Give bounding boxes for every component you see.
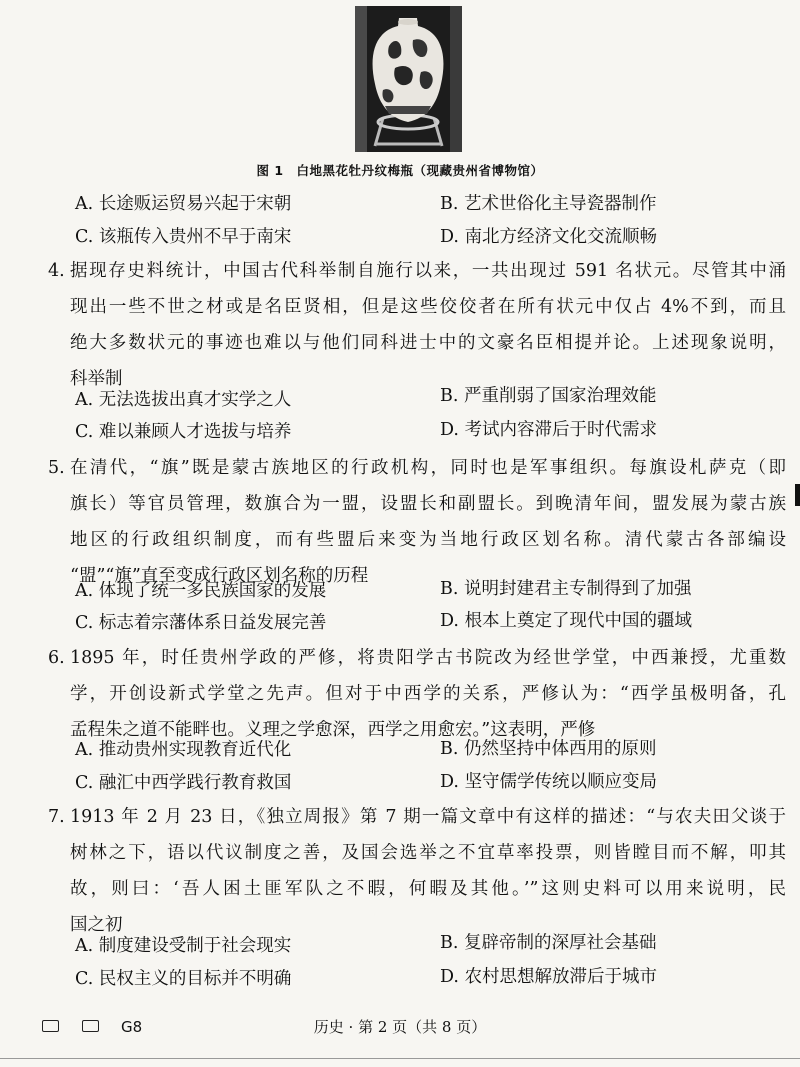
option-text: 严重削弱了国家治理效能: [464, 386, 657, 406]
q5-option-a[interactable]: [75, 579, 326, 603]
question-number: 6.: [48, 648, 65, 668]
option-text: 无法选拔出真才实学之人: [98, 390, 292, 410]
option-letter: A.: [75, 740, 94, 760]
option-text: 融汇中西学践行教育救国: [98, 773, 292, 793]
page-edge-divider: [0, 1058, 800, 1059]
question-4-stem: [70, 253, 786, 397]
option-letter: B.: [440, 579, 459, 599]
option-text: 仍然坚持中体西用的原则: [464, 739, 657, 759]
stem-line: 1913 年 2 月 23 日，《独立周报》第 7 期一篇文章中有这样的描述：“与农夫田父谈于: [70, 807, 786, 827]
option-text: 长途贩运贸易兴起于宋朝: [98, 194, 292, 214]
option-letter: B.: [440, 194, 459, 214]
stem-line: 学，开创设新式学堂之先声。但对于中西学的关系，严修认为：“西学虽极明备，孔: [70, 684, 786, 704]
q3-option-b[interactable]: [440, 192, 657, 216]
figure-caption: 图 1 白地黑花牡丹纹梅瓶（现藏贵州省博物馆）: [256, 163, 544, 178]
stem-line: 现出一些不世之材或是名臣贤相，但是这些佼佼者在所有状元中仅占 4%不到，而且: [70, 297, 786, 317]
option-letter: C.: [75, 969, 94, 989]
option-letter: B.: [440, 739, 459, 759]
q3-option-c[interactable]: [75, 225, 291, 249]
option-letter: D.: [440, 967, 459, 987]
option-letter: A.: [75, 390, 94, 410]
q4-option-a[interactable]: [75, 388, 291, 412]
option-text: 该瓶传入贵州不早于南宋: [98, 227, 292, 247]
option-letter: A.: [75, 194, 94, 214]
q6-option-d[interactable]: [440, 770, 657, 794]
stem-line: 旗长）等官员管理，数旗合为一盟，设盟长和副盟长。到晚清年间，盟发展为蒙古族: [70, 494, 786, 514]
stem-line: 地区的行政组织制度，而有些盟后来变为当地行政区划名称。清代蒙古各部编设: [70, 530, 786, 550]
option-text: 民权主义的目标并不明确: [98, 969, 292, 989]
option-letter: A.: [75, 936, 94, 956]
vase-photo: [355, 6, 462, 152]
option-text: 考试内容滞后于时代需求: [464, 420, 658, 440]
q4-option-c[interactable]: [75, 420, 291, 444]
q6-option-c[interactable]: [75, 771, 291, 795]
footer-code: G8: [121, 1018, 143, 1036]
option-letter: C.: [75, 227, 94, 247]
option-letter: D.: [440, 611, 459, 631]
q4-option-b[interactable]: [440, 384, 657, 408]
question-5-stem: [70, 450, 786, 594]
vase-illustration: [355, 6, 462, 152]
stem-line: 国之初: [70, 915, 123, 935]
stem-line: 1895 年，时任贵州学政的严修，将贵阳学古书院改为经世学堂，中西兼授，尤重数: [70, 648, 786, 668]
stem-line: 科举制: [70, 369, 123, 389]
q6-option-a[interactable]: [75, 738, 291, 762]
question-6-stem: [70, 640, 786, 748]
stem-line: 故，则曰：‘吾人困土匪军队之不暇，何暇及其他。’”这则史料可以用来说明，民: [70, 879, 786, 899]
stem-line: 绝大多数状元的事迹也难以与他们同科进士中的文豪名臣相提并论。上述现象说明，: [70, 333, 786, 353]
q7-option-b[interactable]: [440, 931, 657, 955]
q5-option-c[interactable]: [75, 611, 326, 635]
option-text: 南北方经济文化交流顺畅: [464, 227, 658, 247]
option-text: 艺术世俗化主导瓷器制作: [464, 194, 657, 214]
stem-line: 在清代，“旗”既是蒙古族地区的行政机构，同时也是军事组织。每旗设札萨克（即: [70, 458, 786, 478]
q5-option-d[interactable]: [440, 609, 692, 633]
q3-option-d[interactable]: [440, 225, 657, 249]
question-number: 5.: [48, 458, 65, 478]
footer-page-number: 历史 · 第 2 页（共 8 页）: [313, 1018, 487, 1036]
option-letter: D.: [440, 772, 459, 792]
option-text: 推动贵州实现教育近代化: [98, 740, 292, 760]
option-text: 坚守儒学传统以顺应变局: [464, 772, 658, 792]
option-text: 复辟帝制的深厚社会基础: [464, 933, 657, 953]
q6-option-b[interactable]: [440, 737, 657, 761]
option-letter: A.: [75, 581, 94, 601]
stem-line: 据现存史料统计，中国古代科举制自施行以来，一共出现过 591 名状元。尽管其中涌: [70, 261, 786, 281]
stem-line: 孟程朱之道不能畔也。义理之学愈深，西学之用愈宏。”这表明，严修: [70, 720, 596, 740]
option-letter: D.: [440, 420, 459, 440]
option-letter: B.: [440, 386, 459, 406]
question-number: 4.: [48, 261, 65, 281]
option-text: 体现了统一多民族国家的发展: [98, 581, 327, 601]
option-text: 制度建设受制于社会现实: [98, 936, 292, 956]
option-letter: D.: [440, 227, 459, 247]
option-text: 农村思想解放滞后于城市: [464, 967, 658, 987]
option-text: 难以兼顾人才选拔与培养: [98, 422, 292, 442]
q7-option-a[interactable]: [75, 934, 291, 958]
option-letter: C.: [75, 613, 94, 633]
question-number: 7.: [48, 807, 65, 827]
q4-option-d[interactable]: [440, 418, 657, 442]
q7-option-d[interactable]: [440, 965, 657, 989]
option-text: 根本上奠定了现代中国的疆域: [464, 611, 693, 631]
binding-edge-mark: [795, 484, 800, 506]
question-7-stem: [70, 799, 786, 943]
q7-option-c[interactable]: [75, 967, 291, 991]
stem-line: 树林之下，语以代议制度之善，及国会选举之不宜草率投票，则皆瞠目而不解，叩其: [70, 843, 786, 863]
option-letter: C.: [75, 422, 94, 442]
q5-option-b[interactable]: [440, 577, 692, 601]
option-letter: C.: [75, 773, 94, 793]
option-text: 标志着宗藩体系日益发展完善: [98, 613, 327, 633]
stem-line: “盟”“旗”直至变成行政区划名称的历程: [70, 566, 369, 586]
q3-option-a[interactable]: [75, 192, 291, 216]
option-text: 说明封建君主专制得到了加强: [464, 579, 692, 599]
option-letter: B.: [440, 933, 459, 953]
